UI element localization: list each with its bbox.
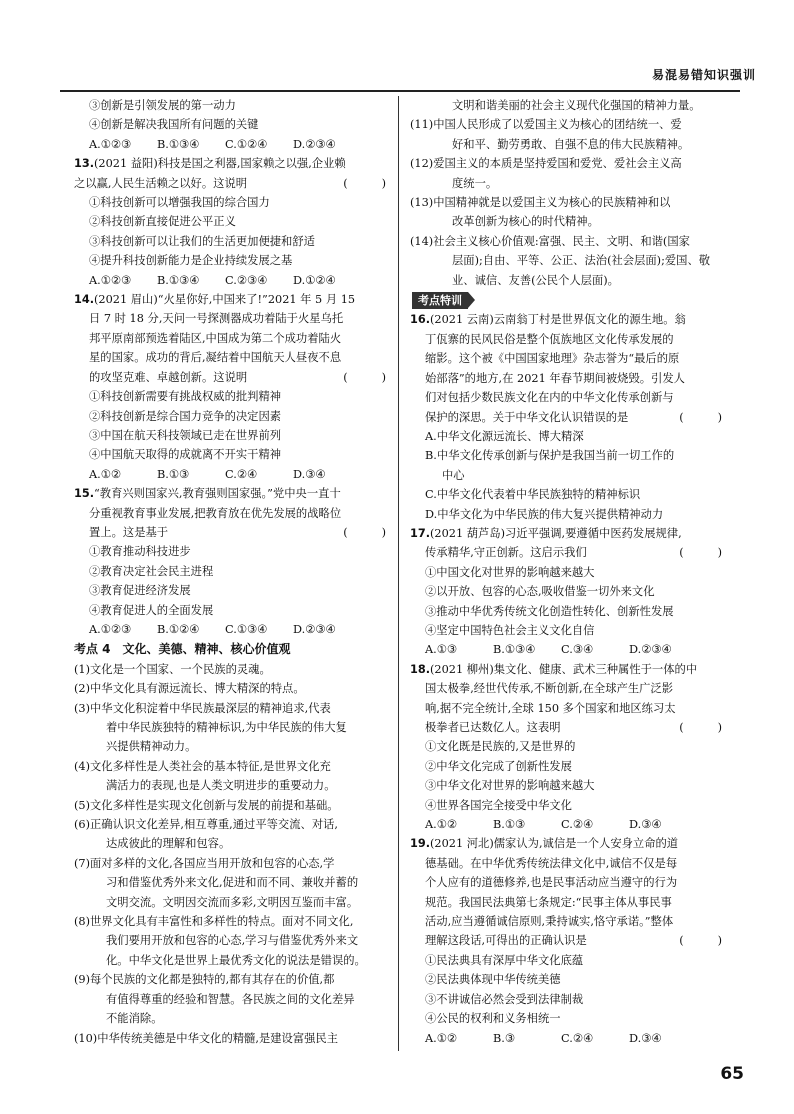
line-text: 好和平、勤劳勇敢、自强不息的伟大民族精神。 <box>452 137 690 151</box>
text-line <box>410 330 728 349</box>
line-text: (1)文化是一个国家、一个民族的灵魂。 <box>74 662 271 676</box>
text-line <box>410 485 728 504</box>
answer-option: D.③④ <box>629 818 662 832</box>
answer-option: C.③④ <box>561 643 594 657</box>
line-text: 之以赢,人民生活赖之以好。这说明 <box>74 176 248 190</box>
line-text: B.中华文化传承创新与保护是我国当前一切工作的 <box>425 449 675 463</box>
line-text: (11)中国人民形成了以爱国主义为核心的团结统一、爱 <box>410 118 682 132</box>
line-text: 规范。我国民法典第七条规定:“民事主体从事民事 <box>425 895 672 909</box>
text-line <box>74 251 392 270</box>
answer-option: D.②③④ <box>629 643 672 657</box>
line-text: C.中华文化代表着中华民族独特的精神标识 <box>425 488 641 502</box>
text-line <box>74 523 392 542</box>
text-line <box>410 232 728 251</box>
question-number: 16. <box>410 313 431 327</box>
text-line <box>74 951 392 970</box>
answer-option: B.①③ <box>493 818 526 832</box>
text-line <box>410 174 728 193</box>
question-number: 13. <box>74 157 95 171</box>
text-line <box>74 348 392 367</box>
line-text: 个人应有的道德修养,也是民事活动应当遵守的行为 <box>425 876 678 890</box>
line-text: 星的国家。成功的背后,凝结着中国航天人昼夜不息 <box>89 351 342 365</box>
line-text: D.中华文化为中华民族的伟大复兴提供精神动力 <box>425 507 664 521</box>
line-text: ④提升科技创新能力是企业持续发展之基 <box>89 254 293 268</box>
line-text: ④世界各国完全接受中华文化 <box>425 798 572 812</box>
text-line <box>410 349 728 368</box>
text-line <box>410 679 728 698</box>
section-heading: 考点 4 文化、美德、精神、核心价值观 <box>74 642 291 657</box>
text-line <box>410 757 728 776</box>
question-line <box>74 154 392 173</box>
answer-option: C.②④ <box>561 1031 594 1045</box>
left-column <box>74 96 392 1048</box>
text-line <box>74 445 392 464</box>
answer-options <box>410 1029 728 1048</box>
text-line <box>410 873 728 892</box>
line-text: ①科技创新需要有挑战权威的批判精神 <box>89 390 282 404</box>
text-line <box>74 368 392 387</box>
line-text: (10)中华传统美德是中华文化的精髓,是建设富强民主 <box>74 1031 339 1045</box>
answer-option: A.①② <box>425 1031 458 1045</box>
section-tag <box>410 290 728 310</box>
line-text: 活动,应当遵循诚信原则,秉持诚实,恪守承诺。”整体 <box>425 915 674 929</box>
line-text: 置上。这是基于 <box>89 525 169 539</box>
answer-options <box>74 465 392 484</box>
line-text: ③中华文化对世界的影响越来越大 <box>425 779 595 793</box>
line-text: (13)中国精神就是以爱国主义为核心的民族精神和以 <box>410 196 671 210</box>
text-line <box>410 154 728 173</box>
text-line <box>74 815 392 834</box>
text-line <box>74 174 392 193</box>
line-text: (9)每个民族的文化都是独特的,都有其存在的价值,都 <box>74 973 335 987</box>
line-text: 改革创新为核心的时代精神。 <box>452 215 599 229</box>
text-line <box>410 912 728 931</box>
line-text: 文明和谐美丽的社会主义现代化强国的精神力量。 <box>452 99 701 112</box>
line-text: 的攻坚克难、卓越创新。这说明 <box>89 370 248 384</box>
text-line <box>410 582 728 601</box>
text-line <box>410 427 728 446</box>
answer-option: A.①③ <box>425 643 458 657</box>
text-line <box>74 309 392 328</box>
line-text: A.中华文化源远流长、博大精深 <box>425 429 584 443</box>
answer-option: B.③ <box>493 1031 516 1045</box>
line-text: 保护的深思。关于中华文化认识错误的是 <box>425 410 629 424</box>
text-line <box>410 1009 728 1028</box>
answer-option: C.②③④ <box>225 273 268 287</box>
text-line <box>410 446 728 465</box>
line-text: ①中国文化对世界的影响越来越大 <box>425 565 595 579</box>
answer-option: A.①②③ <box>89 137 132 151</box>
question-text: (2021 益阳)科技是国之利器,国家赖之以强,企业赖 <box>94 157 346 171</box>
line-text: ③不讲诚信必然会受到法律制裁 <box>425 992 584 1006</box>
question-number: 19. <box>410 837 431 851</box>
answer-option: D.③④ <box>293 467 326 481</box>
text-line <box>74 407 392 426</box>
text-line <box>74 601 392 620</box>
line-text: 业、诚信、友善(公民个人层面)。 <box>452 273 619 287</box>
line-text: 文明交流。文明因交流而多彩,文明因互鉴而丰富。 <box>106 895 359 909</box>
line-text: 不能消除。 <box>106 1012 163 1026</box>
line-text: 着中华民族独特的精神标识,为中华民族的伟大复 <box>106 721 347 734</box>
question-line <box>74 484 392 503</box>
running-header: 易混易错知识强训 <box>651 68 756 82</box>
answer-blank: ( ) <box>343 525 386 539</box>
text-line <box>74 581 392 600</box>
line-text: ②中华文化完成了创新性发展 <box>425 759 572 773</box>
text-line <box>410 699 728 718</box>
answer-option: B.①③④ <box>493 643 536 657</box>
text-line <box>74 660 392 679</box>
answer-options <box>74 135 392 154</box>
line-text: 极拳者已达数亿人。这表明 <box>425 721 561 734</box>
text-line <box>74 854 392 873</box>
line-text: 理解这段话,可得出的正确认识是 <box>425 934 587 948</box>
text-line <box>74 834 392 853</box>
question-line <box>74 290 392 309</box>
line-text: (6)正确认识文化差异,相互尊重,通过平等交流、对话, <box>74 818 339 832</box>
answer-options <box>410 815 728 834</box>
text-line <box>74 96 392 115</box>
text-line <box>410 990 728 1009</box>
line-text: 中心 <box>442 468 465 482</box>
answer-options <box>74 620 392 639</box>
text-line <box>74 232 392 251</box>
line-text: 始部落”的地方,在 2021 年春节期间被烧毁。引发人 <box>425 371 685 385</box>
text-line <box>410 854 728 873</box>
line-text: 我们要用开放和包容的心态,学习与借鉴优秀外来文 <box>106 934 359 948</box>
section-tag-label: 考点特训 <box>412 292 468 309</box>
column-divider <box>398 96 399 1051</box>
line-text: 习和借鉴优秀外来文化,促进和而不同、兼收并蓄的 <box>106 876 359 890</box>
line-text: 度统一。 <box>452 176 498 190</box>
answer-option: D.②③④ <box>293 622 336 636</box>
line-text: ③创新是引领发展的第一动力 <box>89 99 236 112</box>
answer-blank: ( ) <box>343 370 386 384</box>
answer-option: D.①②④ <box>293 273 336 287</box>
line-text: ②民法典体现中华传统美德 <box>425 973 561 987</box>
line-text: ③中国在航天科技领域已走在世界前列 <box>89 428 282 442</box>
question-text: (2021 眉山)“火星你好,中国来了!”2021 年 5 月 15 <box>94 293 356 307</box>
answer-option: C.①③④ <box>225 622 268 636</box>
text-line <box>74 115 392 134</box>
answer-option: D.③④ <box>629 1031 662 1045</box>
text-line <box>410 893 728 912</box>
text-line <box>410 505 728 524</box>
text-line <box>410 271 728 290</box>
text-line <box>410 193 728 212</box>
line-text: (12)爱国主义的本质是坚持爱国和爱党、爱社会主义高 <box>410 157 682 171</box>
line-text: 层面);自由、平等、公正、法治(社会层面);爱国、敬 <box>452 254 711 268</box>
text-line <box>74 426 392 445</box>
text-line <box>74 562 392 581</box>
text-line <box>74 776 392 795</box>
answer-option: C.②④ <box>561 818 594 832</box>
text-line <box>74 990 392 1009</box>
line-text: 德基础。在中华优秀传统法律文化中,诚信不仅是每 <box>425 856 678 870</box>
text-line <box>74 542 392 561</box>
text-line <box>410 602 728 621</box>
question-text: (2021 葫芦岛)习近平强调,要遵循中医药发展规律, <box>430 526 682 540</box>
line-text: 化。中华文化是世界上最优秀文化的说法是错误的。 <box>106 953 366 967</box>
text-line <box>74 757 392 776</box>
question-number: 17. <box>410 526 431 540</box>
line-text: 传承精华,守正创新。这启示我们 <box>425 546 587 560</box>
question-number: 14. <box>74 293 95 307</box>
question-number: 18. <box>410 662 431 676</box>
text-line <box>74 1029 392 1048</box>
line-text: 缩影。这个被《中国国家地理》杂志誉为“最后的原 <box>425 352 680 366</box>
text-line <box>74 893 392 912</box>
text-line <box>74 699 392 718</box>
answer-option: A.①② <box>89 467 122 481</box>
line-text: ②教育决定社会民主进程 <box>89 564 214 578</box>
header-rule <box>60 90 740 92</box>
line-text: 国太极拳,经世代传承,不断创新,在全球产生广泛影 <box>425 682 674 696</box>
answer-blank: ( ) <box>343 176 386 190</box>
text-line <box>410 408 728 427</box>
answer-blank: ( ) <box>679 410 722 424</box>
line-text: (8)世界文化具有丰富性和多样性的特点。面对不同文化, <box>74 915 354 929</box>
line-text: ①科技创新可以增强我国的综合国力 <box>89 196 270 210</box>
text-line <box>410 718 728 737</box>
line-text: ④教育促进人的全面发展 <box>89 603 214 617</box>
text-line <box>74 796 392 815</box>
text-line <box>410 96 728 115</box>
answer-option: B.①③④ <box>157 273 200 287</box>
text-line <box>410 621 728 640</box>
line-text: ③教育促进经济发展 <box>89 584 191 598</box>
answer-blank: ( ) <box>679 721 722 734</box>
answer-option: B.①②④ <box>157 622 200 636</box>
text-line <box>74 718 392 737</box>
question-line <box>410 310 728 329</box>
question-text: (2021 河北)儒家认为,诚信是一个人安身立命的道 <box>430 837 679 851</box>
answer-option: B.①③④ <box>157 137 200 151</box>
line-text: 丁佤寨的民风民俗是整个佤族地区文化传承发展的 <box>425 332 674 346</box>
line-text: 有值得尊重的经验和智慧。各民族之间的文化差异 <box>106 992 355 1006</box>
text-line <box>410 543 728 562</box>
line-text: ①教育推动科技进步 <box>89 545 191 559</box>
text-line <box>410 970 728 989</box>
text-line <box>410 135 728 154</box>
answer-option: A.①② <box>425 818 458 832</box>
line-text: ④坚定中国特色社会主义文化自信 <box>425 623 595 637</box>
text-line <box>410 563 728 582</box>
text-line <box>410 466 728 485</box>
text-line <box>410 796 728 815</box>
answer-option: C.①②④ <box>225 137 268 151</box>
text-line <box>410 369 728 388</box>
answer-blank: ( ) <box>679 934 722 948</box>
right-column <box>410 96 728 1048</box>
text-line <box>74 212 392 231</box>
question-text: (2021 云南)云南翁丁村是世界佤文化的源生地。翁 <box>430 313 686 327</box>
line-text: (3)中华文化积淀着中华民族最深层的精神追求,代表 <box>74 701 331 715</box>
text-line <box>74 912 392 931</box>
line-text: (5)文化多样性是实现文化创新与发展的前提和基础。 <box>74 798 339 812</box>
line-text: 们对包括少数民族文化在内的中华文化传承创新与 <box>425 391 674 405</box>
text-line <box>74 1009 392 1028</box>
tag-arrow-icon <box>468 292 475 308</box>
line-text: 达成彼此的理解和包容。 <box>106 837 231 851</box>
line-text: 兴提供精神动力。 <box>106 740 197 754</box>
question-text: “教育兴则国家兴,教育强则国家强。”党中央一直十 <box>94 487 341 501</box>
line-text: ④中国航天取得的成就离不开实干精神 <box>89 448 282 462</box>
answer-option: B.①③ <box>157 467 190 481</box>
answer-options <box>410 640 728 659</box>
text-line <box>410 951 728 970</box>
text-line <box>410 251 728 270</box>
text-line <box>410 931 728 950</box>
text-line <box>74 504 392 523</box>
text-line <box>410 388 728 407</box>
line-text: (2)中华文化具有源远流长、博大精深的特点。 <box>74 682 305 696</box>
question-number: 15. <box>74 487 95 501</box>
text-line <box>410 776 728 795</box>
text-line <box>410 115 728 134</box>
answer-option: A.①②③ <box>89 622 132 636</box>
question-line <box>410 660 728 679</box>
line-text: (7)面对多样的文化,各国应当用开放和包容的心态,学 <box>74 856 335 870</box>
line-text: (14)社会主义核心价值观:富强、民主、文明、和谐(国家 <box>410 234 690 248</box>
answer-option: A.①②③ <box>89 273 132 287</box>
line-text: ②科技创新是综合国力竞争的决定因素 <box>89 409 282 423</box>
text-line <box>74 737 392 756</box>
line-text: ①文化既是民族的,又是世界的 <box>425 740 576 754</box>
answer-option: D.②③④ <box>293 137 336 151</box>
answer-options <box>74 271 392 290</box>
text-line <box>74 193 392 212</box>
text-line <box>74 387 392 406</box>
line-text: 满活力的表现,也是人类文明进步的重要动力。 <box>106 779 336 793</box>
line-text: ②以开放、包容的心态,吸收借鉴一切外来文化 <box>425 585 655 599</box>
text-line <box>74 873 392 892</box>
line-text: ③推动中华优秀传统文化创造性转化、创新性发展 <box>425 604 674 618</box>
text-line <box>74 329 392 348</box>
line-text: ③科技创新可以让我们的生活更加便捷和舒适 <box>89 234 315 248</box>
line-text: ①民法典具有深厚中华文化底蕴 <box>425 953 584 967</box>
line-text: ④创新是解决我国所有问题的关键 <box>89 118 259 132</box>
text-line <box>410 212 728 231</box>
line-text: 邦平原南部预选着陆区,中国成为第二个成功着陆火 <box>89 331 342 345</box>
question-text: (2021 柳州)集文化、健康、武术三种属性于一体的中 <box>430 662 698 676</box>
line-text: ②科技创新直接促进公平正义 <box>89 215 236 229</box>
text-line <box>74 931 392 950</box>
line-text: 响,据不完全统计,全球 150 多个国家和地区练习太 <box>425 701 676 715</box>
line-text: 日 7 时 18 分,天问一号探测器成功着陆于火星乌托 <box>89 312 344 326</box>
line-text: 分重视教育事业发展,把教育放在优先发展的战略位 <box>89 506 342 520</box>
line-text: (4)文化多样性是人类社会的基本特征,是世界文化充 <box>74 759 331 773</box>
text-line <box>410 737 728 756</box>
question-line <box>410 524 728 543</box>
text-line <box>74 970 392 989</box>
page-number: 65 <box>720 1064 744 1084</box>
answer-option: C.②④ <box>225 467 258 481</box>
text-line <box>74 679 392 698</box>
line-text: ④公民的权利和义务相统一 <box>425 1012 561 1026</box>
answer-blank: ( ) <box>679 546 722 560</box>
question-line <box>410 834 728 853</box>
